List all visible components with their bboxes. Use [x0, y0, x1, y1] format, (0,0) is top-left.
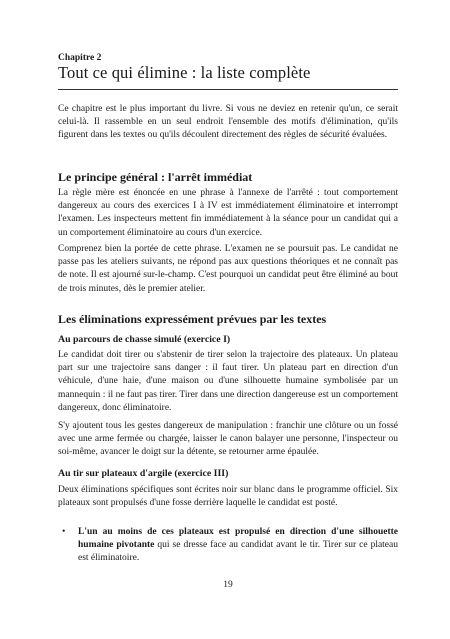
- section-heading-principe: Le principe général : l'arrêt immédiat: [58, 170, 253, 184]
- section-heading-eliminations: Les éliminations expressément prévues par les textes: [58, 312, 327, 326]
- page-number: 19: [223, 580, 233, 590]
- subheading-exercice-3: Au tir sur plateaux d'argile (exercice III): [58, 468, 229, 479]
- paragraph-exercice-3: Deux éliminations spécifiques sont écrites noir sur blanc dans le programme officiel. Six plateaux sont propulsés d'une fosse derrière laquelle le candidat est posté.: [58, 485, 398, 509]
- bullet-text: [78, 526, 398, 566]
- bullet-bold-text: L'un au moins de ces plateaux est propulsé en direction d'une silhouette humaine pivotante: [78, 527, 398, 551]
- paragraph-principe-1: La règle mère est énoncée en une phrase à l'annexe de l'arrêté : tout comportement dangereux au cours des exercices I à IV est immédiatement éliminatoire et interrompt l'examen. Les inspecteurs mettent fin immédiatement à la séance pour un candidat qui a un comportement éliminatoire au cours d'un exercice.: [58, 188, 398, 238]
- list-item: [58, 526, 398, 566]
- title-divider: [58, 89, 398, 90]
- paragraph-principe-2: Comprenez bien la portée de cette phrase. L'examen ne se poursuit pas. Le candidat ne passe pas les ateliers suivants, ne répond pas aux questions théoriques et ne connaît pas de note. Il est ajourné sur-le-champ. C'est pourquoi un candidat peut être éliminé au bout de trois minutes, dès le premier atelier.: [58, 244, 398, 294]
- subheading-exercice-1: Au parcours de chasse simulé (exercice I): [58, 334, 231, 345]
- chapter-title: Tout ce qui élimine : la liste complète: [58, 63, 311, 82]
- paragraph-exercice-1-b: S'y ajoutent tous les gestes dangereux de manipulation : franchir une clôture ou un fossé avec une arme fermée ou chargée, laisser le canon balayer une personne, l'inspecteur ou soi-même, avancer le doigt sur la détente, se retourner arme épaulée.: [58, 421, 398, 458]
- chapter-label: Chapitre 2: [58, 53, 102, 63]
- paragraph-exercice-1-a: Le candidat doit tirer ou s'abstenir de tirer selon la trajectoire des plateaux. Un plateau part sur une trajectoire sans danger : il faut tirer. Un plateau part en direction d'un véhicule, d'une haie, d'une maison ou d'une silhouette humaine symbolisée par un mannequin : il ne faut pas tirer. Tirer dans une direction dangereuse est un comportement dangereux, donc éliminatoire.: [58, 350, 398, 413]
- bullet-icon: •: [62, 527, 66, 537]
- intro-paragraph: Ce chapitre est le plus important du livre. Si vous ne deviez en retenir qu'un, ce serait celui-là. Il rassemble en un seul endroit l'ensemble des motifs d'élimination, qu'ils figurent dans les textes ou qu'ils découlent directement des règles de sécurité évaluées.: [58, 104, 398, 141]
- bullet-rest-text: qui se dresse face au candidat avant le tir. Tirer sur ce plateau est éliminatoire.: [78, 540, 398, 564]
